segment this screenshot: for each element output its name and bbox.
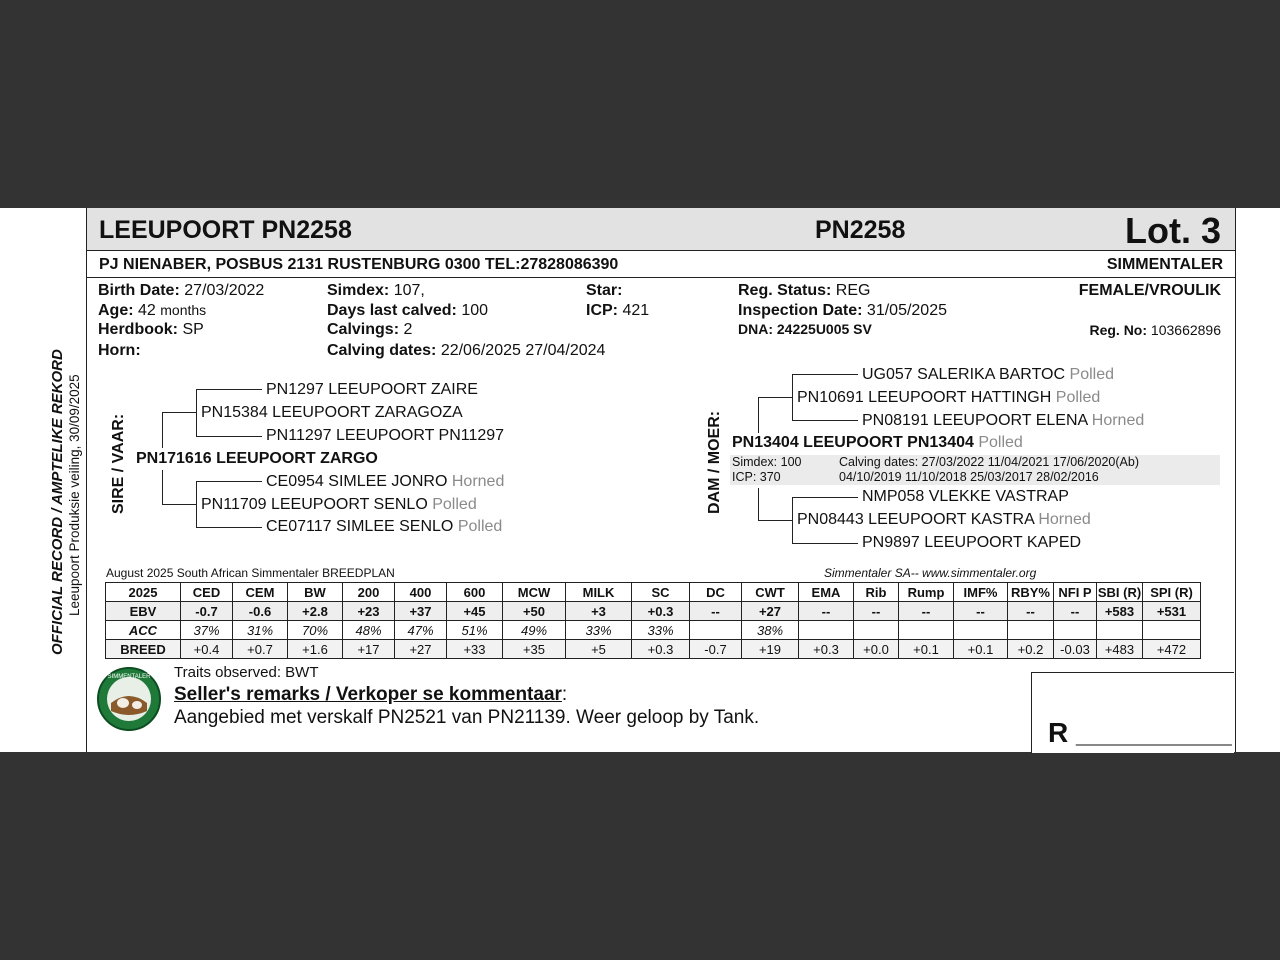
ebv-breed-cell: +35 [503,640,566,659]
ebv-accuracy-cell: 33% [566,621,632,640]
sire-dam-dam-status: Polled [457,518,503,535]
ebv-table [105,582,1201,659]
ebv-breed-cell: +0.3 [799,640,854,659]
dam-dam-sire: NMP058 VLEKKE VASTRAP [862,488,1069,505]
ebv-accuracy-cell [1143,621,1201,640]
ebv-header-cell: DC [690,583,742,602]
logo-text: SIMMENTALER [107,674,151,680]
icp-label: ICP: [586,302,618,319]
inspection-value: 31/05/2025 [866,302,947,319]
ebv-accuracy-cell: 70% [288,621,343,640]
ebv-breed-average-row [106,640,1201,659]
ebv-accuracy-cell [1008,621,1054,640]
ebv-accuracy-cell: 51% [447,621,503,640]
sire-name: PN171616 LEEUPOORT ZARGO [136,450,378,467]
ebv-value-cell: -0.7 [181,602,233,621]
animal-title: LEEUPOORT PN2258 [99,216,352,244]
ebv-header-cell: MCW [503,583,566,602]
sire-dam-sire: CE0954 SIMLEE JONRO Horned [266,473,505,490]
reg-no-value: 103662896 [1150,322,1221,338]
herdbook-value: SP [182,321,204,338]
ebv-breed-cell: +0.7 [233,640,288,659]
ebv-accuracy-cell: 31% [233,621,288,640]
ebv-value-cell: +531 [1143,602,1201,621]
ebv-breed-cell: +5 [566,640,632,659]
ebv-accuracy-cell [1054,621,1097,640]
breedplan-title: August 2025 South African Simmentaler BREEDPLAN [106,566,395,580]
animal-code: PN2258 [815,216,906,244]
ebv-breed-cell: +483 [1097,640,1143,659]
ebv-header-cell: SC [632,583,690,602]
ebv-accuracy-cell [690,621,742,640]
ebv-breed-cell: +472 [1143,640,1201,659]
calving-dates-label: Calving dates: [327,342,437,359]
calving-dates-value: 22/06/2025 27/04/2024 [440,342,606,359]
sex-label: FEMALE/VROULIK [1078,282,1221,299]
ebv-breed-cell: +0.1 [954,640,1008,659]
remarks-heading: Seller's remarks / Verkoper se kommentaar: [174,684,568,705]
ebv-breed-cell: -0.7 [690,640,742,659]
ebv-value-cell: +583 [1097,602,1143,621]
age-label: Age: [98,302,134,319]
dam-dam-dam: PN9897 LEEUPOORT KAPED [862,534,1082,551]
breedplan-source: Simmentaler SA-- www.simmentaler.org [824,566,1037,580]
ebv-value-cell: -- [1008,602,1054,621]
ebv-value-cell: EBV [106,602,181,621]
owner-address: PJ NIENABER, POSBUS 2131 RUSTENBURG 0300 TEL:27828086390 [99,256,619,273]
dam-status: Polled [978,434,1023,451]
age-unit: months [160,302,207,318]
ebv-value-cell: -- [899,602,954,621]
ebv-value-cell: +0.3 [632,602,690,621]
ebv-accuracy-cell: 47% [395,621,447,640]
ebv-accuracy-cell: 38% [742,621,799,640]
ebv-header-cell: RBY% [1008,583,1054,602]
ebv-value-cell: -- [1054,602,1097,621]
simdex-value: 107, [393,282,425,299]
dam-label: DAM / MOER: [706,410,723,514]
remarks-text: Aangebied met verskalf PN2521 van PN21139. Weer geloop by Tank. [174,707,760,728]
simdex-label: Simdex: [327,282,390,299]
dam-sire-dam-status: Horned [1091,412,1145,429]
ebv-header-cell: 200 [343,583,395,602]
ebv-header-cell: 600 [447,583,503,602]
days-calved-value: 100 [461,302,489,319]
ebv-values-row [106,602,1201,621]
simmentaler-logo [97,667,161,731]
dam-info-box [730,455,1220,485]
ebv-accuracy-cell [799,621,854,640]
reg-status-value: REG [835,282,871,299]
birth-date-label: Birth Date: [98,282,180,299]
ebv-value-cell: +37 [395,602,447,621]
card-header [87,208,1235,251]
dam-calving-dates-2: 04/10/2019 11/10/2018 25/03/2017 28/02/2016 [839,470,1099,484]
ebv-header-cell: CEM [233,583,288,602]
dam-sire-sire: UG057 SALERIKA BARTOC Polled [862,366,1114,383]
ebv-value-cell: +2.8 [288,602,343,621]
ebv-breed-cell: +33 [447,640,503,659]
ebv-header-row [106,583,1201,602]
ebv-breed-cell: +19 [742,640,799,659]
official-record-label: OFFICIAL RECORD / AMPTELIKE REKORD [49,349,66,655]
ebv-breed-cell: +0.4 [181,640,233,659]
ebv-breed-cell: +0.3 [632,640,690,659]
ebv-accuracy-cell [954,621,1008,640]
ebv-header-cell: CED [181,583,233,602]
ebv-accuracy-cell [854,621,899,640]
sire-label: SIRE / VAAR: [110,413,127,514]
auction-label: Leeupoort Produksie veiling, 30/09/2025 [67,374,82,616]
sire-dam-dam: CE07117 SIMLEE SENLO Polled [266,518,503,535]
ebv-header-cell: 2025 [106,583,181,602]
ebv-accuracy-cell: 48% [343,621,395,640]
price-box[interactable] [1031,672,1234,753]
dam-dam: PN08443 LEEUPOORT KASTRA Horned [797,511,1091,528]
reg-status-label: Reg. Status: [738,282,832,299]
ebv-header-cell: MILK [566,583,632,602]
ebv-header-cell: SPI (R) [1143,583,1201,602]
ebv-value-cell: -- [690,602,742,621]
sire-dam-sire-status: Horned [451,473,505,490]
sire-dam: PN11709 LEEUPOORT SENLO Polled [201,496,477,513]
price-field[interactable]: R __________ [1048,717,1232,748]
ebv-accuracy-cell: 49% [503,621,566,640]
lot-number: Lot. 3 [1125,210,1221,251]
herdbook-label: Herdbook: [98,321,178,338]
ebv-breed-cell: +0.1 [899,640,954,659]
horn-label: Horn: [98,342,141,359]
dam-icp: ICP: 370 [732,470,781,484]
ebv-header-cell: Rib [854,583,899,602]
ebv-value-cell: +27 [742,602,799,621]
ebv-value-cell: +45 [447,602,503,621]
dna-text: DNA: 24225U005 SV [738,321,872,337]
ebv-header-cell: Rump [899,583,954,602]
ebv-header-cell: BW [288,583,343,602]
ebv-accuracy-cell [899,621,954,640]
inspection-label: Inspection Date: [738,302,863,319]
sire-sire: PN15384 LEEUPOORT ZARAGOZA [201,404,463,421]
age-value: 42 [138,302,156,319]
icp-value: 421 [622,302,650,319]
dam-calving-dates-1: Calving dates: 27/03/2022 11/04/2021 17/06/2020(Ab) [839,455,1139,469]
breed-name: SIMMENTALER [1106,256,1223,273]
ebv-header-cell: SBI (R) [1097,584,1142,600]
ebv-breed-cell: +1.6 [288,640,343,659]
ebv-header-cell: NFI P [1054,583,1097,602]
ebv-header-cell: EMA [799,583,854,602]
dam-sire-dam: PN08191 LEEUPOORT ELENA Horned [862,412,1145,429]
sire-sire-sire: PN1297 LEEUPOORT ZAIRE [266,381,478,398]
birth-date-value: 27/03/2022 [184,282,265,299]
ebv-value-cell: -0.6 [233,602,288,621]
ebv-breed-cell: +0.2 [1008,640,1054,659]
ebv-breed-cell: +17 [343,640,395,659]
dam-sire: PN10691 LEEUPOORT HATTINGH Polled [797,389,1101,406]
ebv-accuracy-row [106,621,1201,640]
ebv-breed-cell: BREED [106,640,181,659]
traits-observed: Traits observed: BWT [174,664,319,681]
ebv-breed-cell: +27 [395,640,447,659]
ebv-accuracy-cell [1097,621,1143,640]
dam-sire-status: Polled [1055,389,1101,406]
dam-dam-status: Horned [1038,511,1091,528]
ebv-breed-cell: -0.03 [1054,640,1097,659]
ebv-accuracy-cell: 37% [181,621,233,640]
ebv-accuracy-cell: ACC [106,621,181,640]
days-calved-label: Days last calved: [327,302,457,319]
dam-name: PN13404 LEEUPOORT PN13404 Polled [732,434,1023,451]
ebv-value-cell: +23 [343,602,395,621]
ebv-header-cell: 400 [395,583,447,602]
star-label: Star: [586,282,623,299]
ebv-value-cell: -- [854,602,899,621]
calvings-value: 2 [403,321,413,338]
ebv-breed-cell: +0.0 [854,640,899,659]
reg-no-label: Reg. No: [1089,322,1148,338]
ebv-accuracy-cell: 33% [632,621,690,640]
ebv-header-cell: IMF% [954,583,1008,602]
ebv-value-cell: +3 [566,602,632,621]
ebv-value-cell: -- [954,602,1008,621]
ebv-value-cell: -- [799,602,854,621]
sire-dam-status: Polled [432,496,477,513]
sire-sire-dam: PN11297 LEEUPOORT PN11297 [266,427,505,444]
ebv-value-cell: +50 [503,602,566,621]
dam-sire-sire-status: Polled [1069,366,1114,383]
ebv-header-cell: CWT [742,583,799,602]
dam-simdex: Simdex: 100 [732,455,802,469]
owner-row [87,251,1235,278]
calvings-label: Calvings: [327,321,400,338]
